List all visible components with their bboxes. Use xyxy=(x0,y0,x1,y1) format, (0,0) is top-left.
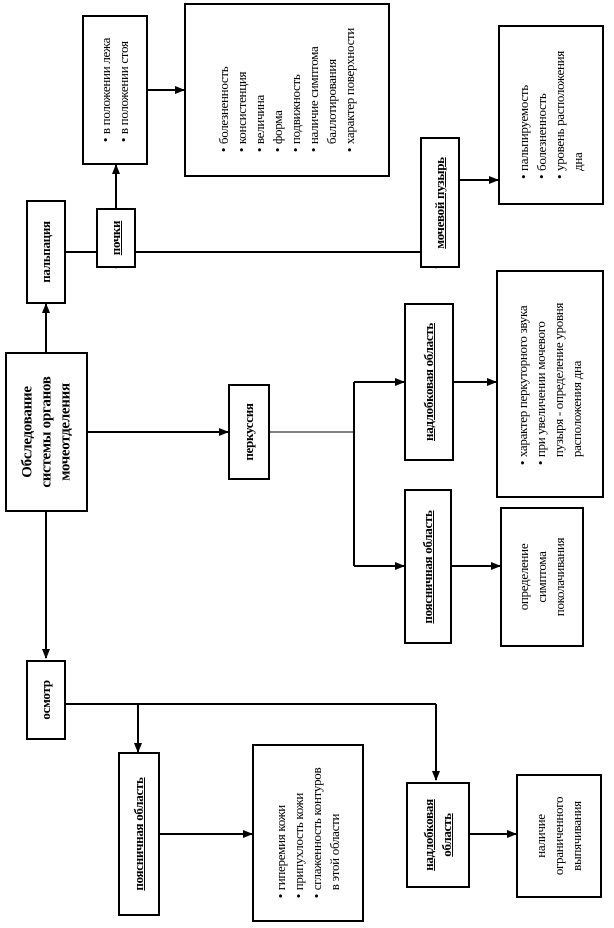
bullet: • xyxy=(516,174,531,179)
list-item xyxy=(115,38,133,142)
list-item xyxy=(532,303,550,465)
bullet: • xyxy=(515,460,530,466)
bullet: • xyxy=(270,147,285,153)
perc-suprapubic-features-box xyxy=(496,270,604,498)
perc-lumbar-features-box xyxy=(500,507,584,647)
insp-suprapubic-features-box xyxy=(516,774,602,898)
list-item-text: болезненность xyxy=(534,93,549,171)
perc-suprapubic-label: надлобковая область xyxy=(421,323,436,441)
list-item xyxy=(215,28,233,152)
bullet: • xyxy=(291,894,306,899)
insp-lumbar-label: поясничная область xyxy=(131,777,146,891)
list-item xyxy=(287,28,305,152)
bullet: • xyxy=(309,894,324,899)
list-item-text: наличие симптома xyxy=(306,46,321,145)
bullet: • xyxy=(98,137,113,143)
perc-lumbar-box xyxy=(404,489,452,644)
insp-lumbar-features-list xyxy=(272,768,344,899)
list-item xyxy=(514,303,532,465)
list-item: выпячивания xyxy=(569,801,584,871)
list-item-text: характер поверхности xyxy=(342,27,357,145)
list-item-text: расположения дна xyxy=(569,360,584,458)
list-item-text: величина xyxy=(252,94,267,145)
list-item-text: подвижность xyxy=(288,74,303,145)
perc-suprapubic-box xyxy=(404,303,454,461)
list-item-text: пальпируемость xyxy=(516,85,531,171)
list-item xyxy=(341,28,359,152)
list-item xyxy=(251,28,269,152)
root-label xyxy=(18,376,75,487)
inspection-label: осмотр xyxy=(38,680,53,720)
root-label-line2: системы органов xyxy=(38,376,54,488)
bullet: • xyxy=(116,137,131,143)
list-item-text: при увеличении мочевого xyxy=(533,321,548,458)
root-box xyxy=(5,352,88,512)
list-item-text: в положении стоя xyxy=(116,41,131,135)
percussion-label: перкуссия xyxy=(241,403,256,461)
palpation-label: пальпация xyxy=(38,221,53,283)
perc-lumbar-label: поясничная область xyxy=(420,509,435,624)
list-item xyxy=(305,28,323,152)
bullet: • xyxy=(252,147,267,153)
list-item-text: сглаженность контуров xyxy=(309,767,324,891)
bullet: • xyxy=(234,147,249,153)
list-item-text: гиперемия кожи xyxy=(273,805,288,891)
insp-suprapubic-label-line2: область xyxy=(439,813,454,857)
list-item-text: баллотирования xyxy=(324,59,339,145)
perc-lumbar-features-list xyxy=(515,538,569,616)
list-item-text: консистенция xyxy=(234,71,249,145)
bullet: • xyxy=(306,147,321,153)
list-item xyxy=(569,51,587,179)
list-item xyxy=(290,768,308,899)
bullet: • xyxy=(552,174,567,179)
bullet: • xyxy=(273,894,288,899)
bullet: • xyxy=(342,147,357,153)
insp-suprapubic-box xyxy=(406,782,470,888)
list-item xyxy=(551,51,569,179)
perc-suprapubic-features-list xyxy=(514,303,586,465)
kidney-positions-list xyxy=(97,38,133,142)
bladder-features-list xyxy=(515,51,587,179)
list-item xyxy=(323,28,341,152)
insp-suprapubic-features-list xyxy=(532,797,586,875)
bladder-features-box xyxy=(498,25,604,205)
kidney-positions-box xyxy=(82,15,148,165)
bullet: • xyxy=(533,460,548,466)
kidney-features-list xyxy=(215,28,359,152)
list-item xyxy=(533,51,551,179)
list-item: определение xyxy=(516,543,531,611)
bladder-box xyxy=(420,137,460,268)
inspection-box xyxy=(26,660,66,740)
list-item-text: уровень расположения xyxy=(552,51,567,171)
palpation-box xyxy=(26,200,66,304)
kidneys-box xyxy=(96,208,136,268)
list-item xyxy=(269,28,287,152)
list-item xyxy=(326,768,344,899)
list-item-text: припухлость кожи xyxy=(291,793,306,891)
root-label-line3: мочеотделения xyxy=(57,383,73,481)
list-item xyxy=(308,768,326,899)
percussion-box xyxy=(228,384,270,480)
bullet: • xyxy=(288,147,303,153)
list-item-text: форма xyxy=(270,110,285,145)
list-item: ограниченного xyxy=(551,796,566,876)
insp-suprapubic-label xyxy=(420,799,456,871)
list-item xyxy=(515,51,533,179)
insp-lumbar-box xyxy=(118,752,160,916)
kidneys-label: почки xyxy=(108,220,123,256)
insp-lumbar-features-box xyxy=(252,744,364,922)
list-item-text: характер перкуторного звука xyxy=(515,305,530,458)
root-label-line1: Обследование xyxy=(19,386,35,478)
list-item xyxy=(568,303,586,465)
list-item-text: в положении лежа xyxy=(98,37,113,135)
bullet: • xyxy=(216,147,231,153)
list-item-text: в этой области xyxy=(327,813,342,891)
list-item xyxy=(233,28,251,152)
kidney-features-box xyxy=(184,3,390,177)
list-item-text: болезненность xyxy=(216,66,231,145)
list-item xyxy=(272,768,290,899)
bladder-label: мочевой пузырь xyxy=(432,156,447,249)
list-item-text: дна xyxy=(570,152,585,171)
list-item xyxy=(550,303,568,465)
list-item: наличие xyxy=(533,814,548,858)
list-item xyxy=(97,38,115,142)
list-item: симптома xyxy=(534,551,549,603)
list-item: поколачивания xyxy=(552,537,567,617)
list-item-text: пузыря - определение уровня xyxy=(551,302,566,458)
insp-suprapubic-label-line1: надлобковая xyxy=(421,799,436,871)
bullet: • xyxy=(534,174,549,179)
